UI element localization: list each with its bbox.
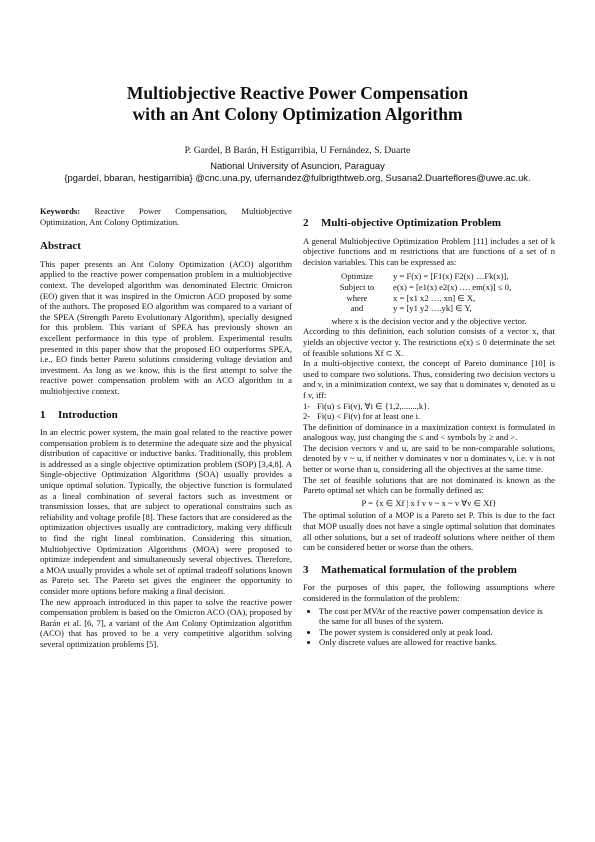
mop-formulation: [325, 271, 515, 313]
title-line-1: Multiobjective Reactive Power Compensation: [126, 83, 469, 103]
intro-paragraph-1: In an electric power system, the main goal related to the reactive power compensation problem is to determine the adequate size and the physical distribution of capacitive or inductive banks. Traditionally, this problem is addressed as a single objective optimization problem (SOP) [3,4,8]. A Single-objective Optimization Algorithms (SOA) usually provides a unique optimal solution. Typically, the objective function is formulated as a lineal combination of several factors such as investment or transmission losses, that are subject to operational constrains such as reliability and voltage profile [8]. These factors that are considered as the optimization objectives usually are contradictory, making very difficult to find the right lineal combination. Considering this situation, Multiobjective Optimization Algorithms (MOA) were proposed to optimize independent and simultaneously several objectives. Therefore, a MOA usually provides a whole set of optimal tradeoff solutions known as Pareto set. The Pareto set gives the engineer the opportunity to consider more options before making a final decision.: [40, 427, 292, 596]
section-1-title: Introduction: [58, 408, 118, 421]
affiliation-block: [0, 160, 595, 184]
section-1-heading: [40, 410, 292, 421]
keywords: [40, 206, 292, 227]
formulation-equation: y = F(x) = [F1(x) F2(x) …Fk(x)],: [393, 271, 509, 282]
formulation-label: and: [350, 303, 364, 314]
author-emails: {pgardel, bbaran, hestigarribia} @cnc.una.py, ufernandez@fulbrigthtweb.org, Susana2.Duarteflores@uwe.ac.uk.: [64, 172, 531, 183]
formulation-row: [325, 271, 515, 282]
assumptions-list: [303, 606, 555, 648]
pareto-set-equation: P = {x ∈ Xf | x f v v ~ x ~ v ∀v ∈ Xf}: [361, 497, 497, 508]
authors: P. Gardel, B Barán, H Estigarribia, U Fernández, S. Duarte: [184, 145, 411, 156]
section-3-number: 3: [303, 563, 309, 576]
mop-paragraph-4: The definition of dominance in a maximization context is formulated in analogous way, just changing the ≤ and < symbols by ≥ and >.: [303, 421, 555, 443]
formulation-equation: y = [y1 y2 ….yk] ∈ Y,: [393, 303, 472, 314]
formulation-label: where: [346, 292, 368, 303]
section-2-heading: [303, 218, 555, 229]
section-2-number: 2: [303, 217, 309, 229]
abstract-heading: Abstract: [40, 240, 81, 253]
list-item: • Only discrete values are allowed for reactive banks.: [319, 637, 555, 648]
mop-paragraph-5: The decision vectors v and u, are said to be non-comparable solutions, denoted by v ~ u, if neither v dominates v nor u dominates v, i.e. v is not better or worse than u, considering all the objectives at the same time.: [303, 442, 555, 475]
condition-formula: Fi(u) < Fi(v) for at least one i.: [317, 411, 421, 422]
section-2-title: Multi-objective Optimization Problem: [321, 217, 502, 229]
formulation-label: Subject to: [339, 281, 375, 292]
formulation-equation: x = [x1 x2 …. xn] ∈ X,: [393, 292, 476, 303]
section-3-title: Mathematical formulation of the problem: [321, 563, 517, 576]
condition-formula: Fi(u) ≤ Fi(v), ∀i ∈ {1,2,.......,k}.: [317, 400, 430, 411]
paper-title: [0, 83, 595, 125]
formulation-row: [325, 303, 515, 314]
section-1-number: 1: [40, 408, 46, 421]
title-line-2: with an Ant Colony Optimization Algorithm: [132, 104, 463, 124]
mop-where-line: where x is the decision vector and y the objective vector.: [331, 315, 527, 326]
formulation-paragraph-1: For the purposes of this paper, the following assumptions where considered in the formulation of the problem:: [303, 582, 555, 603]
formulation-row: [325, 282, 515, 293]
section-3-heading: [303, 565, 555, 576]
formulation-row: [325, 293, 515, 304]
mop-paragraph-7: The optimal solution of a MOP is a Pareto set P. This is due to the fact that MOP usually does not have a single optimal solution that dominates all other solutions, but a set of tradeoff solutions where neither of them can be considered better or worse than the others.: [303, 510, 555, 553]
dominance-condition-1: [303, 401, 555, 412]
formulation-label: Optimize: [341, 271, 373, 282]
keywords-label: Keywords:: [40, 206, 81, 216]
mop-paragraph-6: The set of feasible solutions that are not dominated is known as the Pareto optimal set which can be formally defined as:: [303, 474, 555, 496]
list-item: • The cost per MVAr of the reactive power compensation device is the same for all buses of the system.: [319, 606, 555, 627]
condition-number: 2-: [303, 411, 311, 422]
dominance-condition-2: [303, 411, 555, 422]
keywords-text: Reactive Power Compensation, Multiobjective Optimization, Ant Colony Optimization.: [40, 206, 292, 227]
mop-paragraph-3: In a multi-objective context, the concept of Pareto dominance [10] is used to compare two solutions. Thus, considering two decision vectors u and v, in a minimization context, we say that u dominates v, denoted as u f v, iff:: [303, 358, 555, 400]
mop-paragraph-2: According to this definition, each solution consists of a vector x, that yields an objective vector y. The restrictions e(x) ≤ 0 determinate the set of feasible solutions Xf ⊂ X.: [303, 326, 555, 358]
list-item: • The power system is considered only at peak load.: [319, 627, 555, 638]
abstract-text: This paper presents an Ant Colony Optimization (ACO) algorithm applied to the reactive power compensation problem in a multiobjective context. The developed algorithm was denominated Electric Omicron (EO) given that it was inspired in the Omicron ACO proposed by some of the authors. The proposed EO algorithm was compared to a variant of the SPEA (Strength Pareto Evolutionary Algorithm), specially designed for this problem. This variant of SPEA has previously shown an excellent performance in this type of problem. Experimental results presented in this paper show that the proposed EO outperforms SPEA, i.e., EO finds better Pareto solutions considering voltage deviation and investment. As long as we know, this is the first attempt to solve the reactive power compensation problem with an ACO algorithm in a multiobjective context.: [40, 258, 292, 396]
left-column: [40, 206, 292, 650]
intro-paragraph-2: The new approach introduced in this paper to solve the reactive power compensation problem is based on the Omicron ACO (OA), proposed by Barán et al. [6, 7], a variant of the Ant Colony Optimization algorithm (ACO) that has proved to be a very competitive algorithm solving several optimization problems [5].: [40, 596, 292, 649]
condition-number: 1-: [303, 400, 311, 411]
right-column: [303, 206, 555, 648]
mop-paragraph-1: A general Multiobjective Optimization Problem [11] includes a set of k objective functions and m restrictions that are functions of a set of n decision variables. This can be expressed as:: [303, 235, 555, 267]
affiliation: National University of Asuncion, Paraguay: [210, 160, 385, 171]
formulation-equation: e(x) = [e1(x) e2(x) …. em(x)] ≤ 0,: [393, 281, 512, 292]
